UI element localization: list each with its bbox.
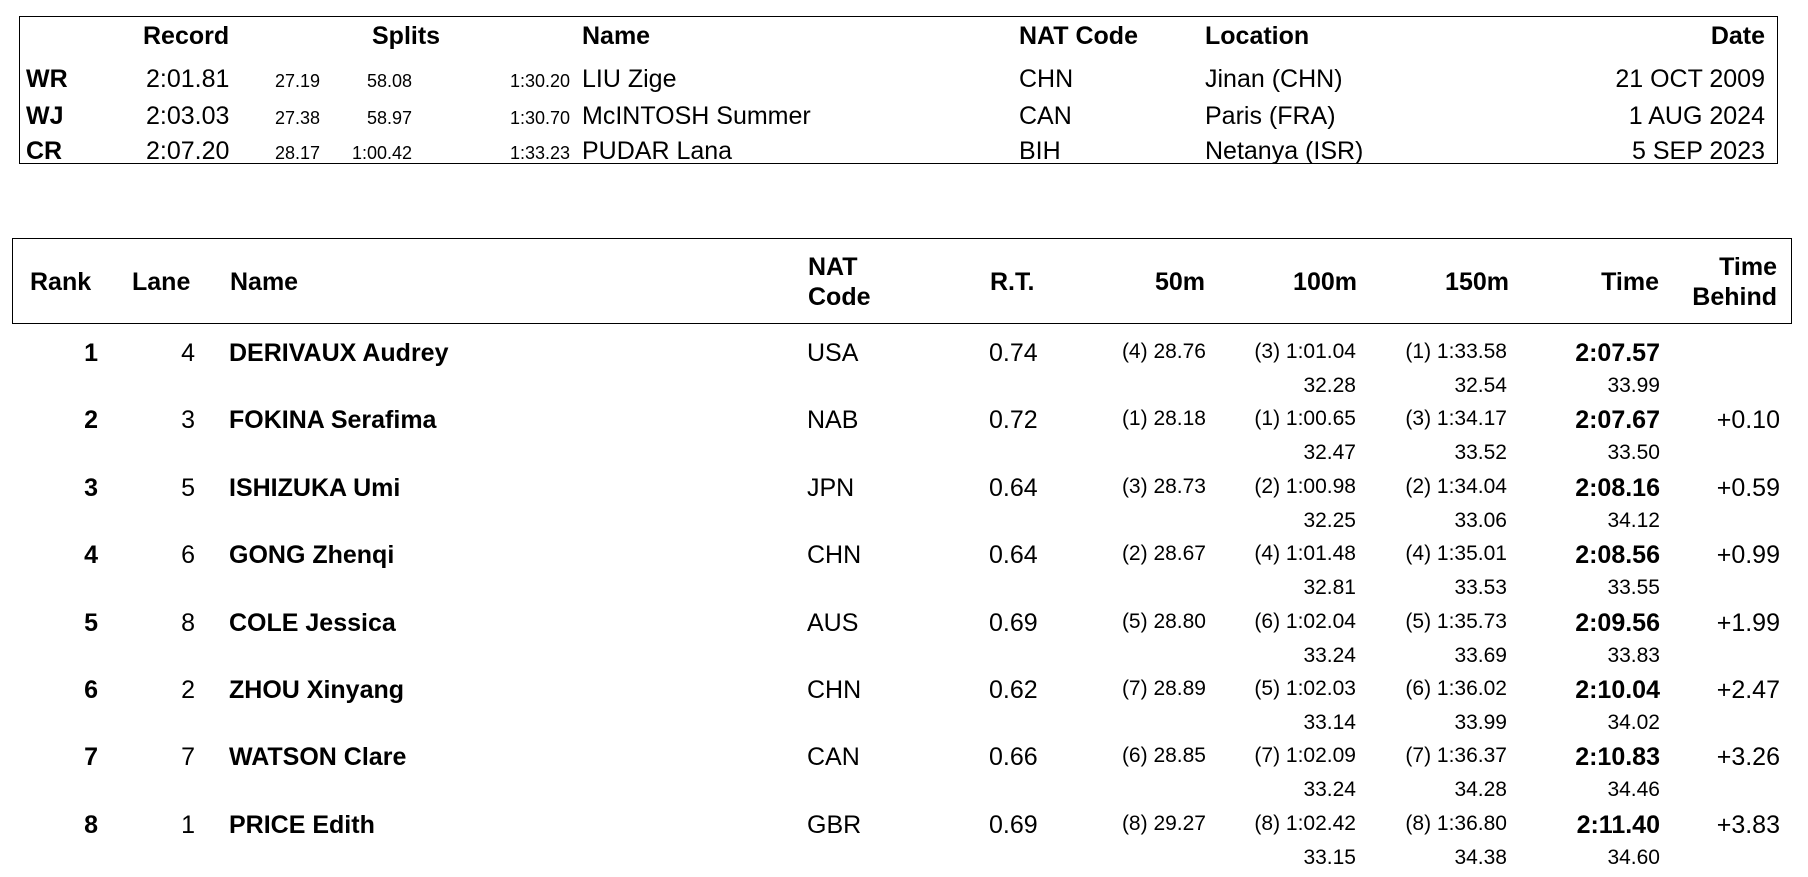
cell-m150: (2) 1:34.04 <box>1405 474 1507 498</box>
cell-time-split: 33.50 <box>1607 441 1660 465</box>
col-header-name: Name <box>230 268 299 296</box>
cell-nat: CHN <box>807 541 862 570</box>
cell-m100-split: 32.25 <box>1303 508 1356 532</box>
cell-m100-split: 33.14 <box>1303 711 1356 734</box>
record-location: Jinan (CHN) <box>1205 65 1343 93</box>
record-location: Paris (FRA) <box>1205 102 1336 130</box>
record-code: WR <box>26 65 68 93</box>
cell-time-split: 34.02 <box>1607 711 1660 734</box>
cell-time: 2:09.56 <box>1575 608 1660 637</box>
cell-nat: JPN <box>807 473 855 502</box>
cell-m50: (6) 28.85 <box>1121 744 1206 768</box>
cell-m50: (8) 29.27 <box>1121 811 1206 835</box>
col-header-code: Code <box>808 283 871 311</box>
cell-lane: 3 <box>181 406 195 435</box>
cell-nat: NAB <box>807 406 859 435</box>
cell-rank: 5 <box>84 608 98 637</box>
cell-rank: 1 <box>84 339 98 367</box>
record-split-100: 58.97 <box>366 108 412 128</box>
cell-name: ZHOU Xinyang <box>229 676 405 704</box>
cell-m100: (8) 1:02.42 <box>1254 811 1356 835</box>
col-header-rt: R.T. <box>990 268 1035 296</box>
record-split-150: 1:30.70 <box>509 108 570 128</box>
cell-m150-split: 34.28 <box>1454 778 1507 802</box>
cell-time: 2:08.16 <box>1575 473 1660 502</box>
cell-behind: +1.99 <box>1716 608 1780 637</box>
col-header-time-behind-line2: Behind <box>1692 283 1777 311</box>
cell-m50: (2) 28.67 <box>1121 542 1206 566</box>
cell-time: 2:10.83 <box>1575 743 1660 772</box>
records-header-date: Date <box>1710 22 1765 50</box>
cell-m100: (5) 1:02.03 <box>1254 677 1356 700</box>
cell-rt: 0.66 <box>989 743 1038 772</box>
col-header-time: Time <box>1601 268 1659 296</box>
record-holder-name: LIU Zige <box>582 65 677 93</box>
cell-m100-split: 33.15 <box>1303 845 1356 869</box>
result-row <box>0 597 1808 667</box>
record-split-50: 27.38 <box>275 108 321 128</box>
record-split-100: 58.08 <box>366 71 412 91</box>
record-split-50: 28.17 <box>275 143 321 163</box>
cell-m100: (2) 1:00.98 <box>1254 474 1356 498</box>
cell-m50: (1) 28.18 <box>1121 407 1206 431</box>
result-row <box>0 799 1808 869</box>
cell-rt: 0.72 <box>989 406 1038 435</box>
cell-m150-split: 33.06 <box>1454 508 1507 532</box>
cell-m150: (4) 1:35.01 <box>1405 542 1507 566</box>
cell-rank: 8 <box>84 810 98 839</box>
record-code: CR <box>26 137 63 165</box>
record-split-150: 1:30.20 <box>509 71 570 91</box>
cell-rt: 0.74 <box>989 339 1038 367</box>
cell-time-split: 33.99 <box>1607 374 1660 397</box>
records-header-location: Location <box>1205 22 1310 50</box>
records-header-splits: Splits <box>372 22 441 50</box>
col-header-time-behind-line1: Time <box>1719 253 1777 281</box>
cell-lane: 2 <box>181 676 195 704</box>
cell-m150: (1) 1:33.58 <box>1405 340 1507 363</box>
cell-time: 2:11.40 <box>1576 810 1660 839</box>
cell-lane: 7 <box>181 743 195 772</box>
result-row <box>0 462 1808 532</box>
col-header-150m: 150m <box>1445 268 1509 296</box>
cell-m100: (4) 1:01.48 <box>1254 542 1356 566</box>
col-header-100m: 100m <box>1293 268 1357 296</box>
cell-name: COLE Jessica <box>229 608 396 637</box>
col-header-nat: NAT <box>808 253 858 281</box>
cell-m100: (7) 1:02.09 <box>1254 744 1356 768</box>
cell-rank: 4 <box>84 541 98 570</box>
cell-time: 2:07.57 <box>1575 339 1660 367</box>
cell-m150: (3) 1:34.17 <box>1405 407 1507 431</box>
record-time: 2:07.20 <box>146 137 230 165</box>
cell-time-split: 33.83 <box>1607 643 1660 667</box>
result-row <box>0 529 1808 600</box>
cell-m50: (3) 28.73 <box>1121 474 1206 498</box>
record-row-wj <box>20 98 1777 135</box>
cell-m150: (6) 1:36.02 <box>1405 677 1507 700</box>
col-header-50m: 50m <box>1154 268 1205 296</box>
col-header-rank: Rank <box>30 268 92 296</box>
cell-name: FOKINA Serafima <box>229 406 437 435</box>
record-location: Netanya (ISR) <box>1205 137 1364 165</box>
cell-nat: GBR <box>807 810 862 839</box>
cell-nat: USA <box>807 339 859 367</box>
cell-m100: (6) 1:02.04 <box>1254 609 1356 633</box>
cell-behind: +0.99 <box>1716 541 1780 570</box>
cell-lane: 6 <box>181 541 195 570</box>
cell-name: PRICE Edith <box>229 810 375 839</box>
cell-lane: 8 <box>181 608 195 637</box>
cell-rank: 2 <box>84 406 98 435</box>
cell-nat: CHN <box>807 676 862 704</box>
result-row <box>0 394 1808 465</box>
cell-nat: CAN <box>807 743 860 772</box>
cell-m150: (5) 1:35.73 <box>1405 609 1507 633</box>
record-date: 1 AUG 2024 <box>1628 102 1765 130</box>
cell-lane: 4 <box>181 339 195 367</box>
records-header-nat-code: NAT Code <box>1019 22 1138 50</box>
record-row-wr <box>20 61 1777 98</box>
record-row-cr <box>20 135 1777 163</box>
record-holder-name: McINTOSH Summer <box>582 102 811 130</box>
record-time: 2:01.81 <box>146 65 230 93</box>
cell-m100: (3) 1:01.04 <box>1254 340 1356 363</box>
cell-m150-split: 33.52 <box>1454 441 1507 465</box>
cell-rank: 3 <box>84 473 98 502</box>
cell-time: 2:07.67 <box>1575 406 1660 435</box>
cell-lane: 5 <box>181 473 195 502</box>
records-header-name: Name <box>582 22 651 50</box>
cell-time-split: 34.60 <box>1607 845 1660 869</box>
cell-m100-split: 32.47 <box>1303 441 1356 465</box>
records-table <box>19 16 1778 164</box>
cell-rt: 0.64 <box>989 541 1038 570</box>
cell-m150-split: 33.53 <box>1454 576 1507 600</box>
record-date: 21 OCT 2009 <box>1615 65 1765 93</box>
record-date: 5 SEP 2023 <box>1632 137 1765 165</box>
cell-m100-split: 32.81 <box>1303 576 1356 600</box>
cell-m150: (7) 1:36.37 <box>1405 744 1507 768</box>
record-split-50: 27.19 <box>275 71 321 91</box>
cell-m100-split: 32.28 <box>1303 374 1356 397</box>
cell-behind: +3.83 <box>1716 810 1780 839</box>
cell-time: 2:08.56 <box>1575 541 1660 570</box>
cell-name: GONG Zhenqi <box>229 541 395 570</box>
cell-m100-split: 33.24 <box>1303 643 1356 667</box>
cell-m50: (5) 28.80 <box>1121 609 1206 633</box>
record-split-150: 1:33.23 <box>509 143 570 163</box>
cell-behind: +0.59 <box>1716 473 1780 502</box>
cell-lane: 1 <box>181 810 195 839</box>
cell-time-split: 34.12 <box>1607 508 1660 532</box>
cell-rank: 7 <box>84 743 98 772</box>
record-nat: BIH <box>1019 137 1061 165</box>
results-table-header <box>12 238 1792 324</box>
cell-m50: (4) 28.76 <box>1121 340 1206 363</box>
cell-time: 2:10.04 <box>1575 676 1660 704</box>
cell-rt: 0.64 <box>989 473 1038 502</box>
cell-rt: 0.62 <box>989 676 1038 704</box>
cell-time-split: 33.55 <box>1607 576 1660 600</box>
record-time: 2:03.03 <box>146 102 230 130</box>
cell-behind: +2.47 <box>1716 676 1780 704</box>
record-holder-name: PUDAR Lana <box>582 137 733 165</box>
result-row <box>0 731 1808 802</box>
cell-m50: (7) 28.89 <box>1121 677 1206 700</box>
col-header-lane: Lane <box>132 268 191 296</box>
cell-name: ISHIZUKA Umi <box>229 473 401 502</box>
cell-rt: 0.69 <box>989 608 1038 637</box>
cell-m150-split: 33.99 <box>1454 711 1507 734</box>
record-nat: CHN <box>1019 65 1074 93</box>
result-row <box>0 664 1808 734</box>
cell-m150-split: 34.38 <box>1454 845 1507 869</box>
cell-rt: 0.69 <box>989 810 1038 839</box>
cell-behind: +0.10 <box>1716 406 1780 435</box>
record-code: WJ <box>26 102 64 130</box>
cell-m150-split: 32.54 <box>1454 374 1507 397</box>
records-header-record: Record <box>143 22 230 50</box>
record-split-100: 1:00.42 <box>351 143 412 163</box>
cell-rank: 6 <box>84 676 98 704</box>
cell-m150-split: 33.69 <box>1454 643 1507 667</box>
result-row <box>0 327 1808 397</box>
cell-behind: +3.26 <box>1716 743 1780 772</box>
cell-m100-split: 33.24 <box>1303 778 1356 802</box>
cell-nat: AUS <box>807 608 859 637</box>
cell-time-split: 34.46 <box>1607 778 1660 802</box>
cell-m150: (8) 1:36.80 <box>1405 811 1507 835</box>
cell-name: DERIVAUX Audrey <box>229 339 449 367</box>
cell-m100: (1) 1:00.65 <box>1254 407 1356 431</box>
cell-name: WATSON Clare <box>229 743 407 772</box>
record-nat: CAN <box>1019 102 1072 130</box>
